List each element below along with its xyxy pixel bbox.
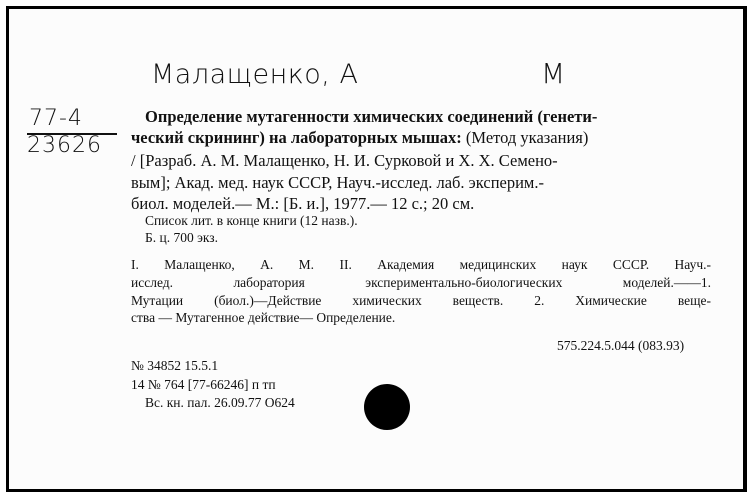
title-line-2 (131, 126, 588, 149)
title-line-3: / [Разраб. А. М. Малащенко, Н. И. Сурковой и Х. Х. Семено- (131, 151, 558, 170)
record-line-2: 14 № 764 [77-66246] п тп (131, 377, 276, 392)
call-number-top: 77-4 (29, 106, 83, 131)
tracing-line-4: ства — Мутагенное действие— Определение. (131, 310, 396, 325)
handwritten-letter: М (541, 57, 566, 90)
title-line-5: биол. моделей.— М.: [Б. и.], 1977.— 12 с.; 20 см. (131, 194, 475, 213)
title-line-4: вым]; Акад. мед. наук СССР, Науч.-исслед. лаб. эксперим.- (131, 173, 544, 192)
call-number-bottom: 23626 (27, 133, 102, 158)
catalog-card (6, 6, 747, 492)
punch-hole (364, 384, 410, 430)
tracing-line-3: Мутации (биол.)—Действие химических веществ. 2. Химические веще- (131, 293, 711, 308)
tracing-line-2: исслед. лаборатория экспериментально-биологических моделей.——1. (131, 275, 711, 290)
record-line-1: № 34852 15.5.1 (131, 358, 219, 373)
handwritten-author: Малащенко, А (151, 59, 359, 90)
tracing-line-1: I. Малащенко, А. М. II. Академия медицинских наук СССР. Науч.- (131, 257, 711, 272)
udc-index: 575.224.5.044 (083.93) (557, 338, 685, 353)
title-line-2-rest: (Метод указания) (461, 128, 589, 147)
note-price: Б. ц. 700 экз. (145, 230, 218, 245)
note-bibliography: Список лит. в конце книги (12 назв.). (145, 213, 358, 228)
title-line-2-bold: ческий скрининг) на лабораторных мышах: (131, 128, 462, 147)
record-line-3: Вс. кн. пал. 26.09.77 О624 (145, 395, 295, 410)
title-line-1: Определение мутагенности химических соединений (генети- (145, 107, 598, 126)
